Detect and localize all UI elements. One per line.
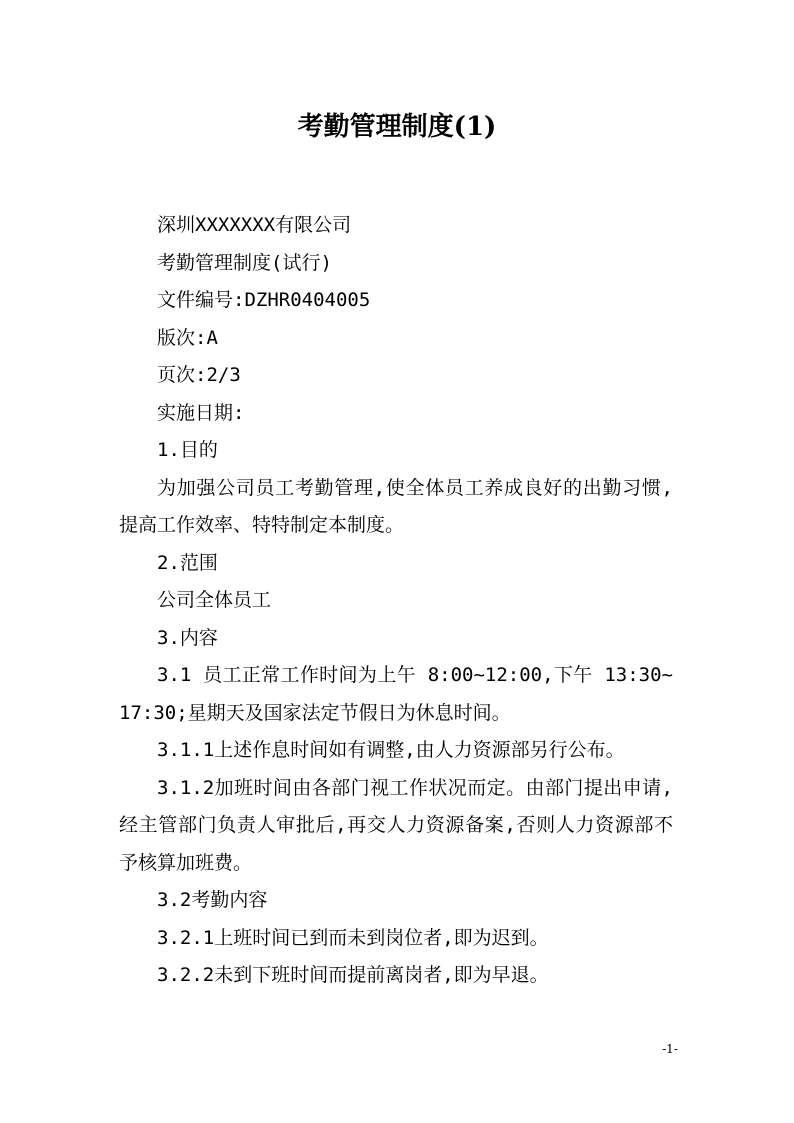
clause-3-1: 3.1 员工正常工作时间为上午 8:00~12:00,下午 13:30~17:30;星期天及国家法定节假日为休息时间。	[119, 664, 673, 724]
clause-3-2-2: 3.2.2未到下班时间而提前离岗者,即为早退。	[157, 964, 549, 986]
company-name: 深圳XXXXXXX有限公司	[157, 214, 352, 236]
clause-3-1-2: 3.1.2加班时间由各部门视工作状况而定。由部门提出申请,经主管部门负责人审批后,再交人力资源备案,否则人力资源部不予核算加班费。	[119, 776, 673, 874]
purpose-text: 为加强公司员工考勤管理,使全体员工养成良好的出勤习惯,提高工作效率、特特制定本制度。	[119, 476, 673, 536]
scope-text: 公司全体员工	[157, 589, 272, 611]
document-subtitle: 考勤管理制度(试行)	[157, 251, 332, 274]
effective-date: 实施日期:	[157, 401, 245, 424]
page-number: -1-	[662, 1042, 678, 1056]
section-heading-content: 3.内容	[157, 626, 218, 649]
section-heading-scope: 2.范围	[157, 551, 218, 574]
clause-3-1-1: 3.1.1上述作息时间如有调整,由人力资源部另行公布。	[157, 739, 625, 761]
page-title: 考勤管理制度(1)	[297, 112, 497, 142]
document-number: 文件编号:DZHR0404005	[157, 289, 371, 311]
section-heading-purpose: 1.目的	[157, 439, 218, 461]
document-body	[119, 207, 673, 995]
edition: 版次:A	[157, 326, 218, 349]
clause-3-2-1: 3.2.1上班时间已到而未到岗位者,即为迟到。	[157, 926, 549, 949]
page-count: 页次:2/3	[157, 364, 241, 386]
section-heading-attendance: 3.2考勤内容	[157, 889, 268, 911]
